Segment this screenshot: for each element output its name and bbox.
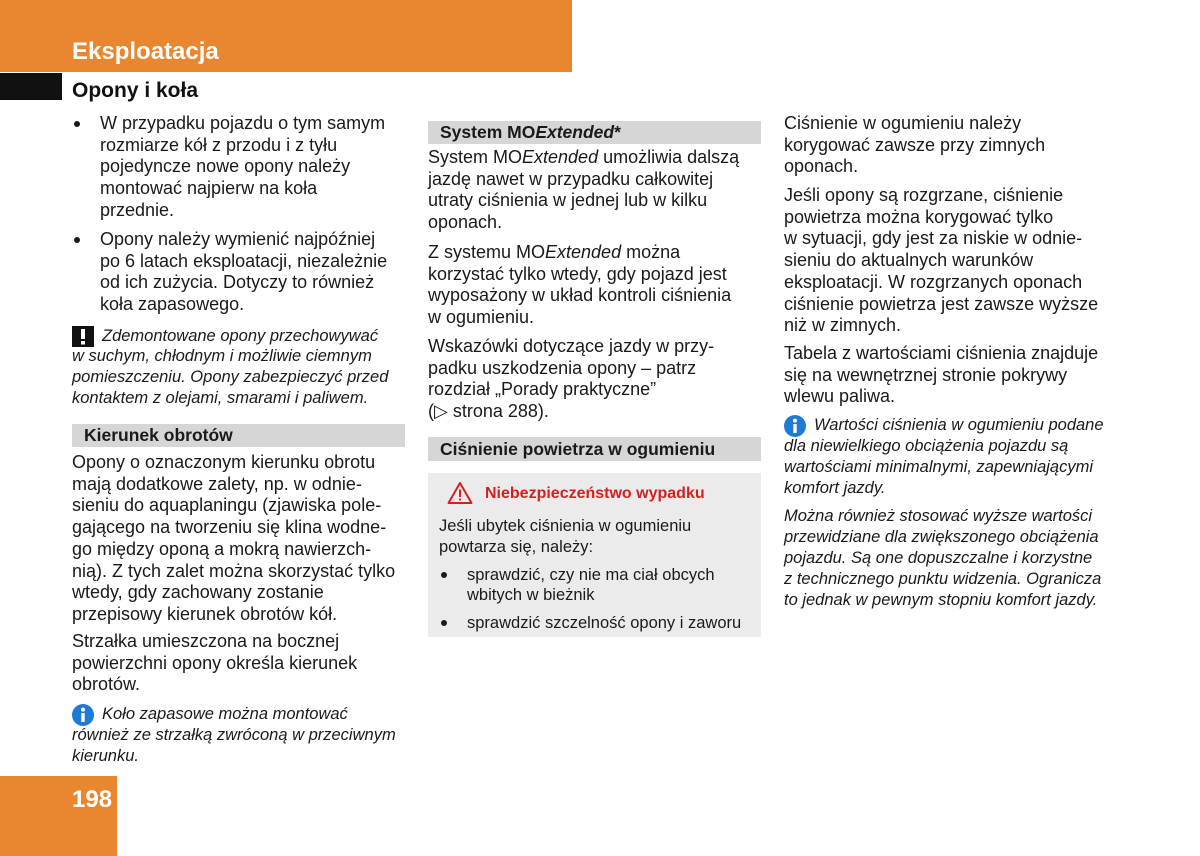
pressure-values-info-note: [784, 415, 1117, 499]
cold-tire-paragraph: Ciśnienie w ogumieniu należy korygować zawsze przy zimnych oponach.: [784, 113, 1046, 177]
footnote-asterisk: *: [614, 122, 621, 142]
danger-intro: Jeśli ubytek ciśnienia w ogumieniu powtarza się, należy:: [439, 516, 692, 556]
list-item: [72, 229, 405, 316]
list-item: [439, 565, 749, 606]
moextended-paragraph-2: [428, 242, 761, 329]
list-item-text: sprawdzić, czy nie ma ciał obcych wbitych w bieżnik: [467, 565, 715, 604]
warm-tire-paragraph: Jeśli opony są rozgrzane, ciśnienie powietrza można korygować tylko w sytuacji, gdy jest za niskie w odnie- sieniu do aktualnych warunków eksploatacji. W rozgrzanych oponach ciśnienie powietrza jest zawsze wyższe niż w zimnych.: [784, 185, 1099, 336]
exclamation-icon: [72, 326, 94, 347]
paragraph-text: umożliwia dalszą jazdę nawet w przypadku całkowitej utraty ciśnienia w jednej lub w kilku oponach.: [428, 147, 740, 233]
moextended-heading: [428, 121, 761, 144]
warning-triangle-icon: [447, 481, 473, 505]
info-icon: [72, 704, 94, 726]
page-number-tab: [0, 776, 117, 856]
info-note-text: Koło zapasowe można montować również ze strzałką zwróconą w przeciwnym kierunku.: [72, 704, 396, 765]
list-item-text: Opony należy wymienić najpóźniej po 6 latach eksploatacji, niezależnie od ich zużycia. Dotyczy to również koła zapasowego.: [100, 229, 388, 315]
tire-replacement-list: [72, 113, 405, 316]
info-note-text: Wartości ciśnienia w ogumieniu podane dla niewielkiego obciążenia pojazdu są wartościami minimalnymi, zapewniającymi komfort jazdy.: [784, 415, 1104, 497]
bullet-dot: [441, 572, 447, 578]
storage-warning-note: [72, 326, 405, 409]
paragraph-text: można korzystać tylko wtedy, gdy pojazd jest wyposażony w układ kontroli ciśnienia w ogumieniu.: [428, 242, 732, 328]
direction-paragraph-1: Opony o oznaczonym kierunku obrotu mają dodatkowe zalety, np. w odnie- sieniu do aquaplaningu (zjawiska pole- gającego na tworzeniu się klina wodne- go między oponą a mokrą nawierzch- nią). Z tych zalet można skorzystać tylko wtedy, gdy zachowany zostanie przepisowy kierunek obrotów kół.: [72, 452, 396, 624]
direction-heading: Kierunek obrotów: [72, 424, 405, 447]
list-item: [72, 113, 405, 222]
page-number: 198: [72, 786, 113, 813]
info-icon: [784, 415, 806, 437]
bullet-dot: [441, 620, 447, 626]
heading-italic-text: Extended: [535, 122, 615, 142]
pressure-table-paragraph: Tabela z wartościami ciśnienia znajduje się na wewnętrznej stronie pokrywy wlewu paliwa.: [784, 343, 1099, 407]
spare-wheel-info-note: [72, 704, 405, 767]
moextended-paragraph-1: [428, 147, 761, 234]
higher-pressure-note: Można również stosować wyższe wartości przewidziane dla zwiększonego obciążenia pojazdu. Są one dopuszczalne i korzystne z technicznego punktu widzenia. Ogranicza to jednak w pewnym stopniu komfort jazdy.: [784, 506, 1102, 609]
direction-paragraph-2: Strzałka umieszczona na bocznej powierzchni opony określa kierunek obrotów.: [72, 631, 358, 695]
list-item: [439, 613, 749, 634]
section-header-bar: [0, 0, 572, 72]
subsection-marker: [0, 73, 62, 100]
warning-note-text: Zdemontowane opony przechowywać w suchym, chłodnym i możliwie ciemnym pomieszczeniu. Opony zabezpieczyć przed kontaktem z olejami, smarami i paliwem.: [72, 326, 389, 408]
paragraph-italic-text: Extended: [522, 147, 599, 167]
danger-title: Niebezpieczeństwo wypadku: [485, 484, 705, 502]
list-item-text: W przypadku pojazdu o tym samym rozmiarze kół z przodu i z tyłu pojedyncze nowe opony należy montować najpierw na koła przednie.: [100, 113, 386, 220]
list-item-text: sprawdzić szczelność opony i zaworu: [467, 613, 742, 632]
bullet-dot: [74, 237, 80, 243]
paragraph-italic-text: Extended: [545, 242, 622, 262]
bullet-dot: [74, 121, 80, 127]
tire-pressure-heading: Ciśnienie powietrza w ogumieniu: [428, 437, 761, 461]
paragraph-text: Z systemu MO: [428, 242, 546, 262]
moextended-paragraph-3: Wskazówki dotyczące jazdy w przy- padku uszkodzenia opony – patrz rozdział „Porady praktyczne” (▷ strona 288).: [428, 336, 715, 422]
paragraph-text: System MO: [428, 147, 523, 167]
heading-text: System MO: [440, 122, 536, 142]
section-title: Eksploatacja: [72, 38, 219, 65]
subsection-title: Opony i koła: [72, 79, 199, 102]
accident-danger-box: [428, 473, 761, 637]
